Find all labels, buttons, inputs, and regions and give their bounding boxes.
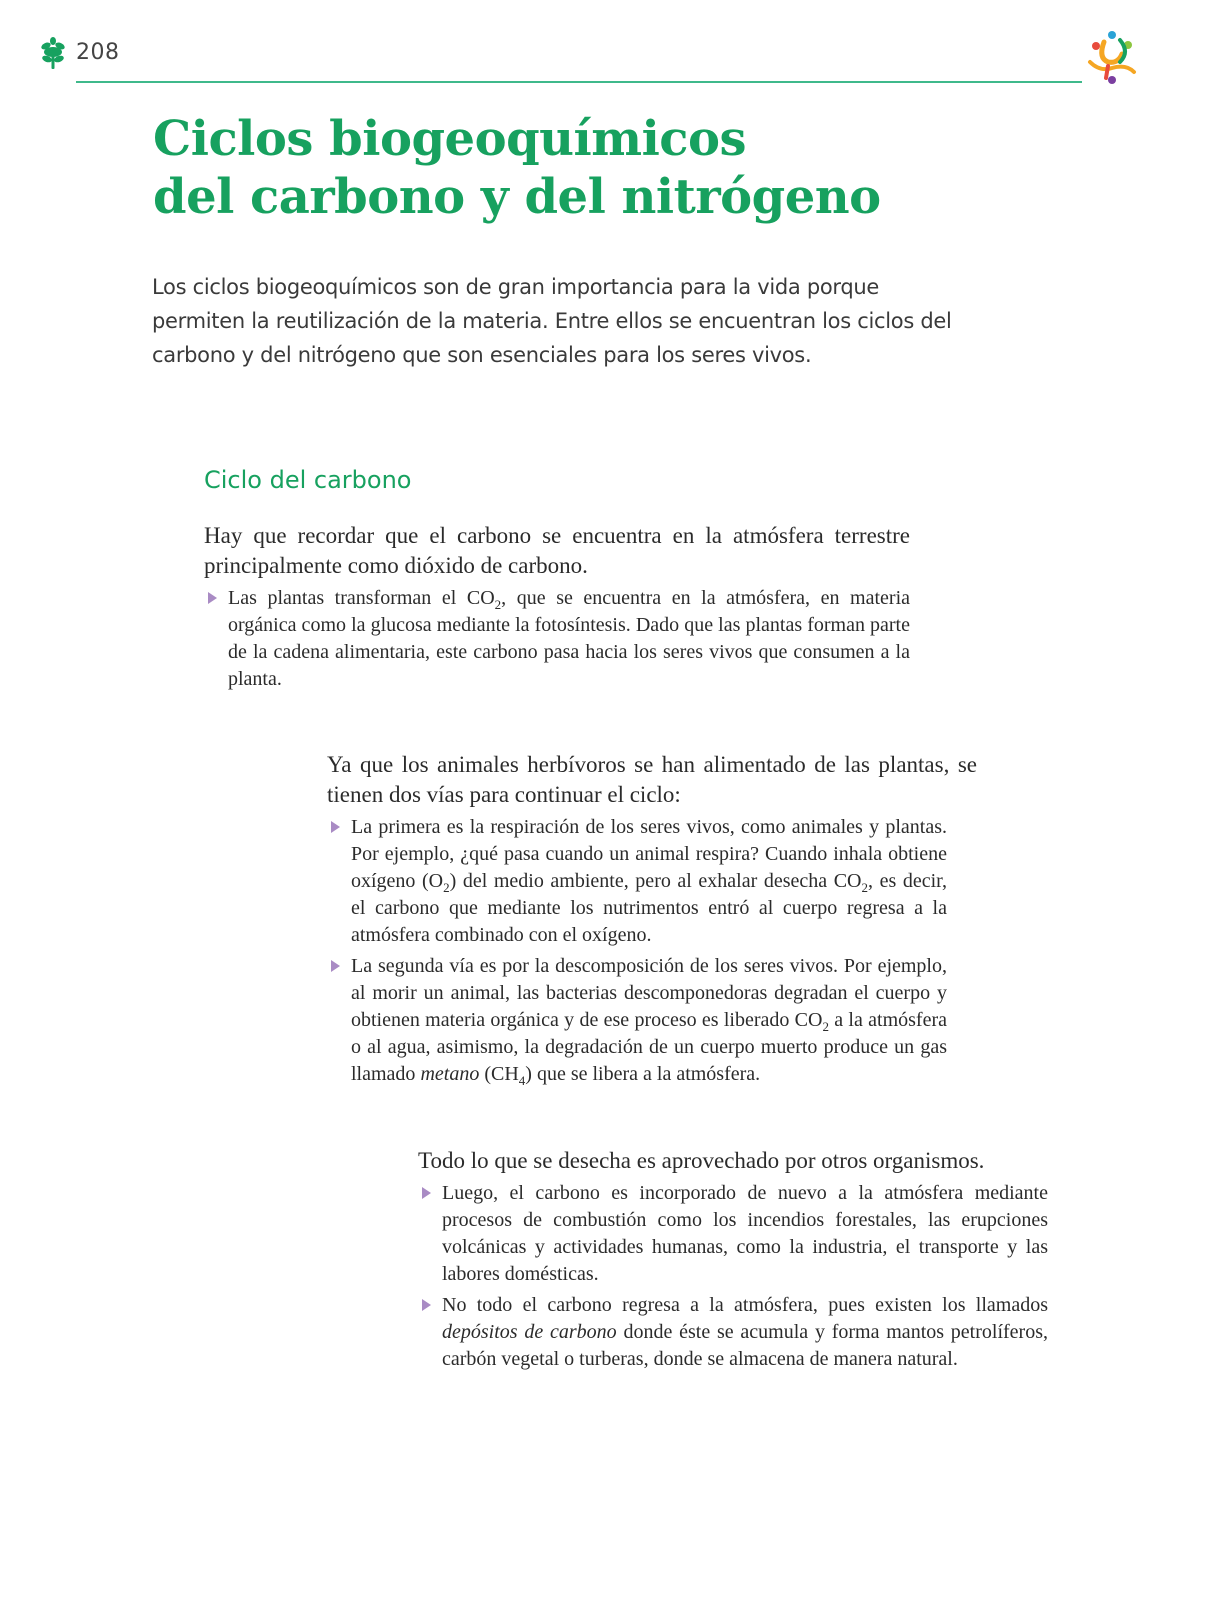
list-item: La primera es la respiración de los seres vivos, como animales y plantas. Por ejemplo, ¿qué pasa cuando un animal respira? Cuando inhala obtiene oxígeno $(O_2)$ del medio ambiente, pero al exhalar desecha $CO_2$, es decir, el carbono que mediante los nutrimentos entró al cuerpo regresa a la atmósfera combinado con el oxígeno. <box>327 814 947 949</box>
list-item: No todo el carbono regresa a la atmósfera, pues existen los llamados depósitos de carbono donde éste se acumula y forma mantos petrolíferos, carbón vegetal o turberas, donde se almacena de manera natural. <box>418 1292 1048 1373</box>
block2-lead: Ya que los animales herbívoros se han alimentado de las plantas, se tienen dos vías para continuar el ciclo: <box>327 752 977 807</box>
header-divider <box>76 81 1082 83</box>
bullet-triangle-icon <box>331 960 340 972</box>
intro-paragraph: Los ciclos biogeoquímicos son de gran importancia para la vida porque permiten la reutilización de la materia. Entre ellos se encuentran los ciclos del carbono y del nitrógeno que son esenciales para los seres vivos. <box>152 275 952 367</box>
section-heading: Ciclo del carbono <box>204 466 412 494</box>
colorful-figures-logo-icon <box>1084 28 1140 88</box>
bullet-triangle-icon <box>422 1299 431 1311</box>
block3-bullet-list <box>418 1180 1048 1373</box>
text-block-3 <box>418 1146 1048 1377</box>
block1-lead: Hay que recordar que el carbono se encuentra en la atmósfera terrestre principalmente como dióxido de carbono. <box>204 523 910 578</box>
block1-bullet-list <box>204 585 910 693</box>
block3-lead: Todo lo que se desecha es aprovechado por otros organismos. <box>418 1148 985 1173</box>
text-block-1 <box>204 521 910 697</box>
leaf-ornament-icon <box>40 36 66 70</box>
list-item: Luego, el carbono es incorporado de nuevo a la atmósfera mediante procesos de combustión como los incendios forestales, las erupciones volcánicas y actividades humanas, como la industria, el transporte y las labores domésticas. <box>418 1180 1048 1288</box>
title-line-1: Ciclos biogeoquímicos <box>153 111 747 167</box>
text-block-2 <box>327 750 977 1092</box>
title-line-2: del carbono y del nitrógeno <box>153 169 881 225</box>
list-item: La segunda vía es por la descomposición de los seres vivos. Por ejemplo, al morir un animal, las bacterias descomponedoras degradan el cuerpo y obtienen materia orgánica y de ese proceso es liberado $CO_2$ a la atmósfera o al agua, asimismo, la degradación de un cuerpo muerto produce un gas llamado metano $(CH_4)$ que se libera a la atmósfera. <box>327 953 947 1088</box>
page-title <box>153 110 881 226</box>
bullet-triangle-icon <box>331 821 340 833</box>
list-item: Las plantas transforman el $CO_2$, que se encuentra en la atmósfera, en materia orgánica como la glucosa mediante la fotosíntesis. Dado que las plantas forman parte de la cadena alimentaria, este carbono pasa hacia los seres vivos que consumen a la planta. <box>204 585 910 693</box>
block2-bullet-list <box>327 814 947 1088</box>
bullet-triangle-icon <box>422 1187 431 1199</box>
page-number: 208 <box>76 40 120 65</box>
bullet-triangle-icon <box>208 592 217 604</box>
